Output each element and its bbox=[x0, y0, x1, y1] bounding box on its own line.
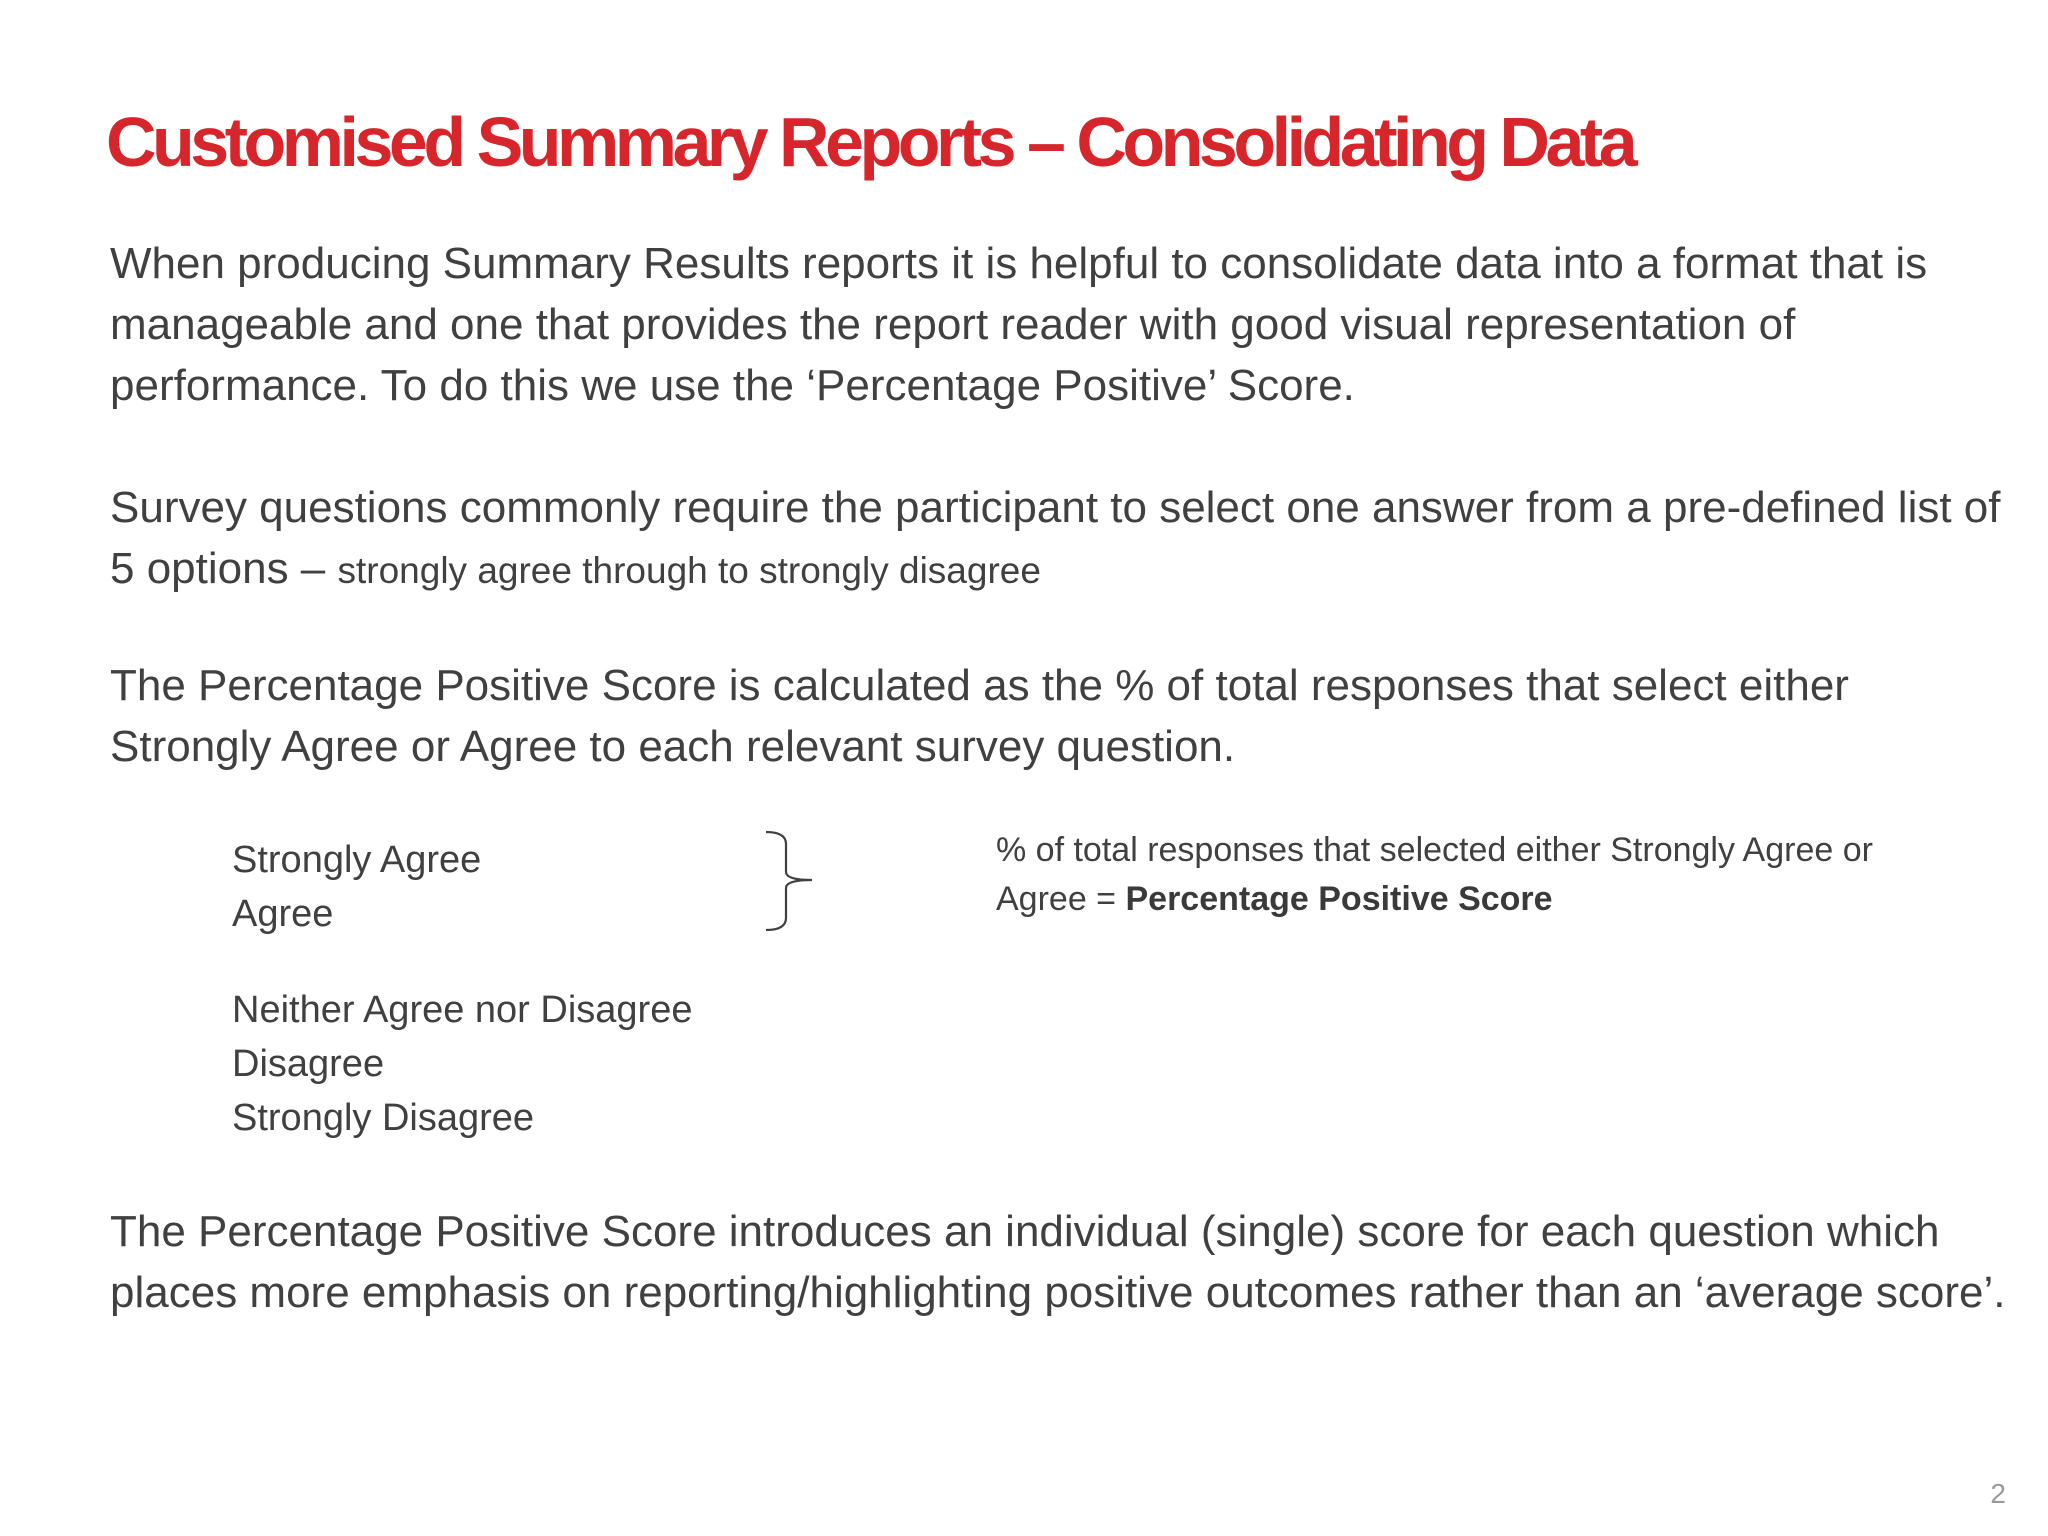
other-options-list bbox=[232, 983, 692, 1145]
option-disagree: Disagree bbox=[232, 1043, 385, 1085]
intro-paragraph: When producing Summary Results reports it is helpful to consolidate data into a format that is manageable and one that provides the report reader with good visual representation of performance. To do this we use the ‘Percentage Positive’ Score. bbox=[110, 239, 1928, 410]
option-strongly-agree: Strongly Agree bbox=[232, 839, 482, 881]
option-neither: Neither Agree nor Disagree bbox=[232, 989, 693, 1031]
survey-paragraph bbox=[110, 477, 2010, 601]
percentage-positive-note bbox=[996, 826, 1956, 924]
positive-options-list bbox=[232, 833, 481, 941]
note-bold-term: Percentage Positive Score bbox=[1125, 880, 1553, 918]
option-agree: Agree bbox=[232, 893, 334, 935]
closing-paragraph: The Percentage Positive Score introduces an individual (single) score for each question which places more emphasis on reporting/highlighting positive outcomes rather than an ‘average score’. bbox=[110, 1207, 2006, 1317]
note-text: % of total responses that selected either Strongly Agree or Agree = bbox=[996, 831, 1873, 918]
survey-text-main: Survey questions commonly require the participant to select one answer from a pre-defined list of 5 options – bbox=[110, 483, 2001, 593]
page-number: 2 bbox=[1990, 1478, 2006, 1509]
calculation-paragraph: The Percentage Positive Score is calculated as the % of total responses that select either Strongly Agree or Agree to each relevant survey question. bbox=[110, 661, 1849, 771]
survey-text-small: strongly agree through to strongly disagree bbox=[337, 550, 1041, 591]
right-brace-icon bbox=[764, 830, 816, 932]
slide-title: Customised Summary Reports – Consolidating Data bbox=[106, 103, 1634, 181]
option-strongly-disagree: Strongly Disagree bbox=[232, 1097, 535, 1139]
